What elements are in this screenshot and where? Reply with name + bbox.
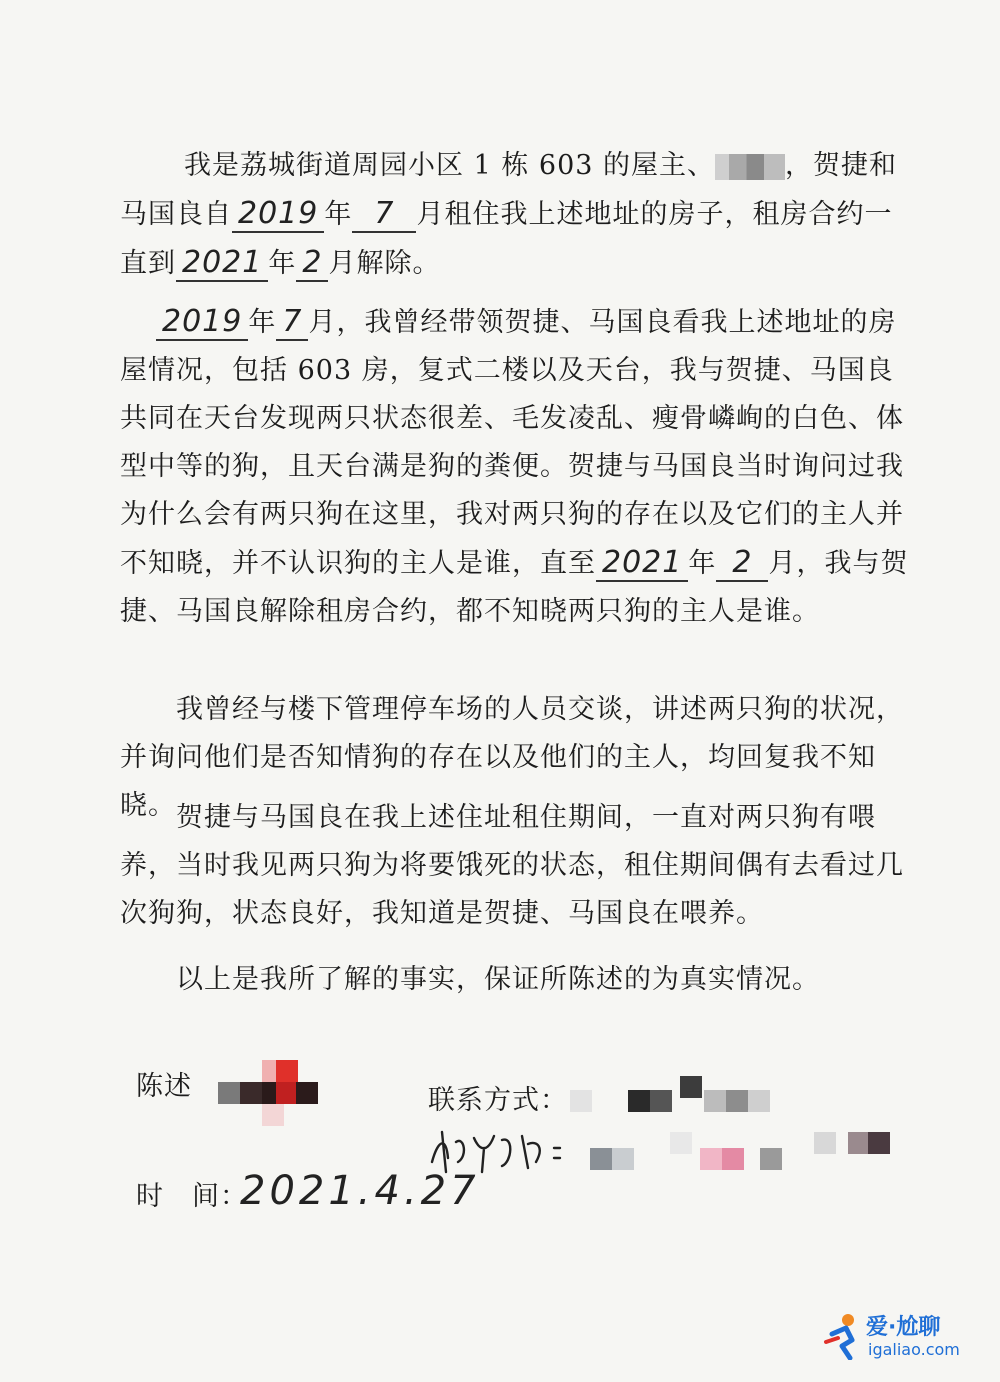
p2-text-c: 年 [688, 548, 717, 579]
statement-label: 陈述 [136, 1071, 192, 1102]
handwritten-year-end: 2021 [176, 245, 268, 282]
paragraph-5: 以上是我所了解的事实，保证所陈述的为真实情况。 [176, 964, 820, 995]
p1-text-d: 月租住我上述地址的房子，租房合约一直到 [120, 199, 893, 279]
p1-text-f: 月解除。 [328, 248, 441, 279]
watermark-title: 爱·尬聊 [866, 1315, 941, 1340]
p1-text-b: ，贺捷和马国良自 [120, 150, 898, 230]
handwritten-month-2: 2 [716, 545, 768, 582]
handwritten-month-end: 2 [296, 245, 328, 282]
redacted-phone-pixelated [590, 1132, 890, 1172]
handwritten-date: 2021.4.27 [240, 1168, 480, 1214]
time-label: 时 间： [136, 1181, 248, 1212]
p2-text-d: 月，我与贺捷、马国良解除租房合约，都不知晓两只狗的主人是谁。 [120, 548, 909, 627]
handwritten-month-start: 7 [352, 196, 416, 233]
paragraph-4: 贺捷与马国良在我上述住址租住期间，一直对两只狗有喂养，当时我见两只狗为将要饿死的状态，租住期间偶有去看过几次狗狗，状态良好，我知道是贺捷、马国良在喂养。 [120, 802, 904, 929]
paragraph-3: 我曾经与楼下管理停车场的人员交谈，讲述两只狗的状况，并询问他们是否知情狗的存在以及他们的主人，均回复我不知晓。 [120, 694, 904, 821]
p1-text-a: 我是荔城街道周园小区 1 栋 603 的屋主、 [184, 150, 716, 181]
handwritten-year-start: 2019 [232, 196, 324, 233]
redacted-owner-name [715, 154, 785, 180]
redacted-contact-pixelated [570, 1076, 780, 1116]
paragraph-2 [120, 298, 910, 636]
runner-logo-icon [822, 1312, 862, 1360]
contact-label: 联系方式： [428, 1085, 568, 1116]
handwritten-year-2021: 2021 [596, 545, 688, 582]
site-watermark [822, 1308, 982, 1368]
p2-text-b: 月，我曾经带领贺捷、马国良看我上述地址的房屋情况，包括 603 房，复式二楼以及天台，我与贺捷、马国良共同在天台发现两只状态很差、毛发凌乱、瘦骨嶙峋的白色、体型中等的狗，且天台满是狗的粪便。贺捷与马国良当时询问过我为什么会有两只狗在这里，我对两只狗的存在以及它们的主人并不知晓，并不认识狗的主人是谁，直至 [120, 307, 904, 579]
paragraph-1 [120, 142, 910, 288]
p1-text-e: 年 [268, 248, 297, 279]
p2-text-a: 年 [248, 307, 277, 338]
p1-text-c: 年 [324, 199, 353, 230]
handwritten-month-7: 7 [276, 304, 308, 341]
handwritten-year-2019: 2019 [156, 304, 248, 341]
redacted-signature-pixelated [218, 1056, 318, 1132]
watermark-url: igaliao.com [868, 1340, 960, 1359]
